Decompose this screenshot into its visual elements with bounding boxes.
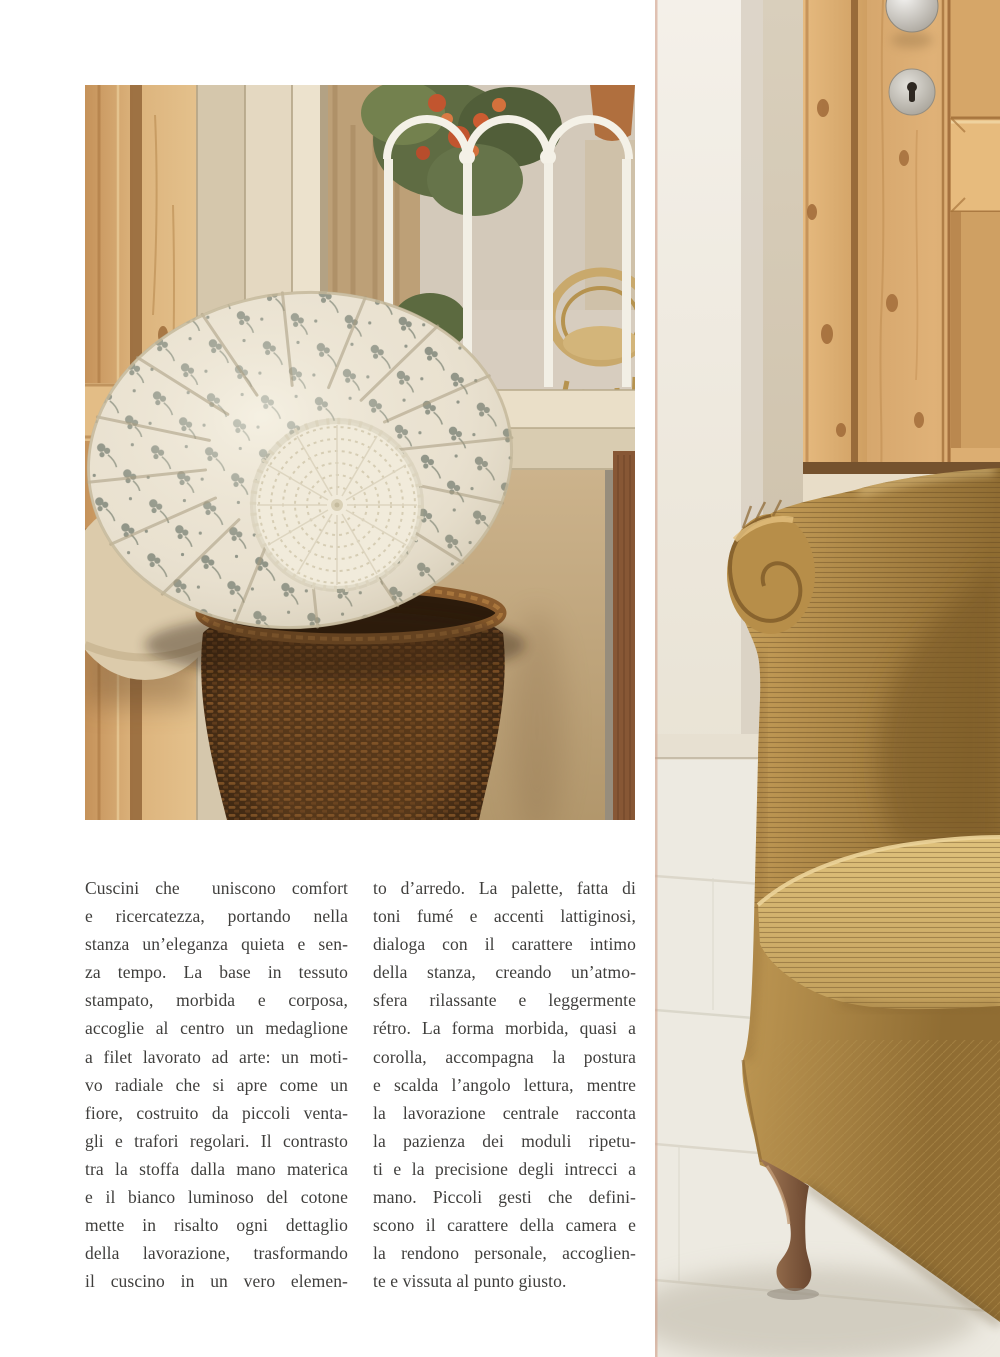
text-line: e il bianco luminoso del cotone (85, 1187, 348, 1208)
text-line: fiore, costruito da piccoli venta- (85, 1102, 348, 1123)
keyhole-escutcheon (889, 69, 935, 115)
text-line: la rendono personale, accoglien- (373, 1243, 636, 1264)
text-line: gli e trafori regolari. Il contrasto (85, 1130, 348, 1151)
text-line: te e vissuta al punto giusto. (373, 1271, 567, 1292)
text-line: stampato, morbida e corposa, (85, 990, 348, 1011)
text-line: mano. Piccoli gesti che defini- (373, 1187, 636, 1208)
text-line: rétro. La forma morbida, quasi a (373, 1018, 636, 1039)
text-line: corolla, accompagna la postura (373, 1046, 636, 1067)
text-line: dialoga con il carattere intimo (373, 934, 636, 955)
text-line: della lavorazione, trasformando (85, 1243, 348, 1264)
text-line: e scalda l’angolo lettura, mentre (373, 1074, 636, 1095)
terracotta-pot (590, 85, 635, 141)
article-column-2 (373, 874, 636, 1295)
door-panel (949, 0, 1000, 472)
article-column-1 (85, 874, 348, 1295)
text-line: la lavorazione centrale racconta (373, 1102, 636, 1123)
text-line: la pazienza dei moduli ripetu- (373, 1130, 636, 1151)
text-line: to d’arredo. La palette, fatta di (373, 878, 636, 898)
armchair-photo (655, 0, 1000, 1357)
text-line: della stanza, creando un’atmo- (373, 962, 636, 983)
text-line: a filet lavorato ad arte: un moti- (85, 1046, 348, 1067)
text-line: mette in risalto ogni dettaglio (85, 1215, 348, 1236)
cushion-photo (85, 85, 635, 820)
text-line: e ricercatezza, portando nella (85, 906, 348, 927)
text-line: ti e la precisione degli intrecci a (373, 1158, 636, 1179)
text-line: il cuscino in un vero elemen- (85, 1271, 348, 1292)
text-line: stanza un’eleganza quieta e sen- (85, 934, 348, 955)
text-line: vo radiale che si apre come un (85, 1074, 348, 1095)
text-line: Cuscini che uniscono comfort (85, 878, 348, 898)
photo-edge-fringe (655, 0, 658, 1357)
text-line: toni fumé e accenti lattiginosi, (373, 906, 636, 927)
crochet-doily (253, 421, 421, 589)
text-line: tra la stoffa dalla mano materica (85, 1158, 348, 1179)
text-line: sfera rilassante e leggermente (373, 990, 636, 1011)
text-line: za tempo. La base in tessuto (85, 962, 348, 983)
text-line: accoglie al centro un medaglione (85, 1018, 348, 1039)
text-line: scono il carattere della camera e (373, 1215, 636, 1236)
